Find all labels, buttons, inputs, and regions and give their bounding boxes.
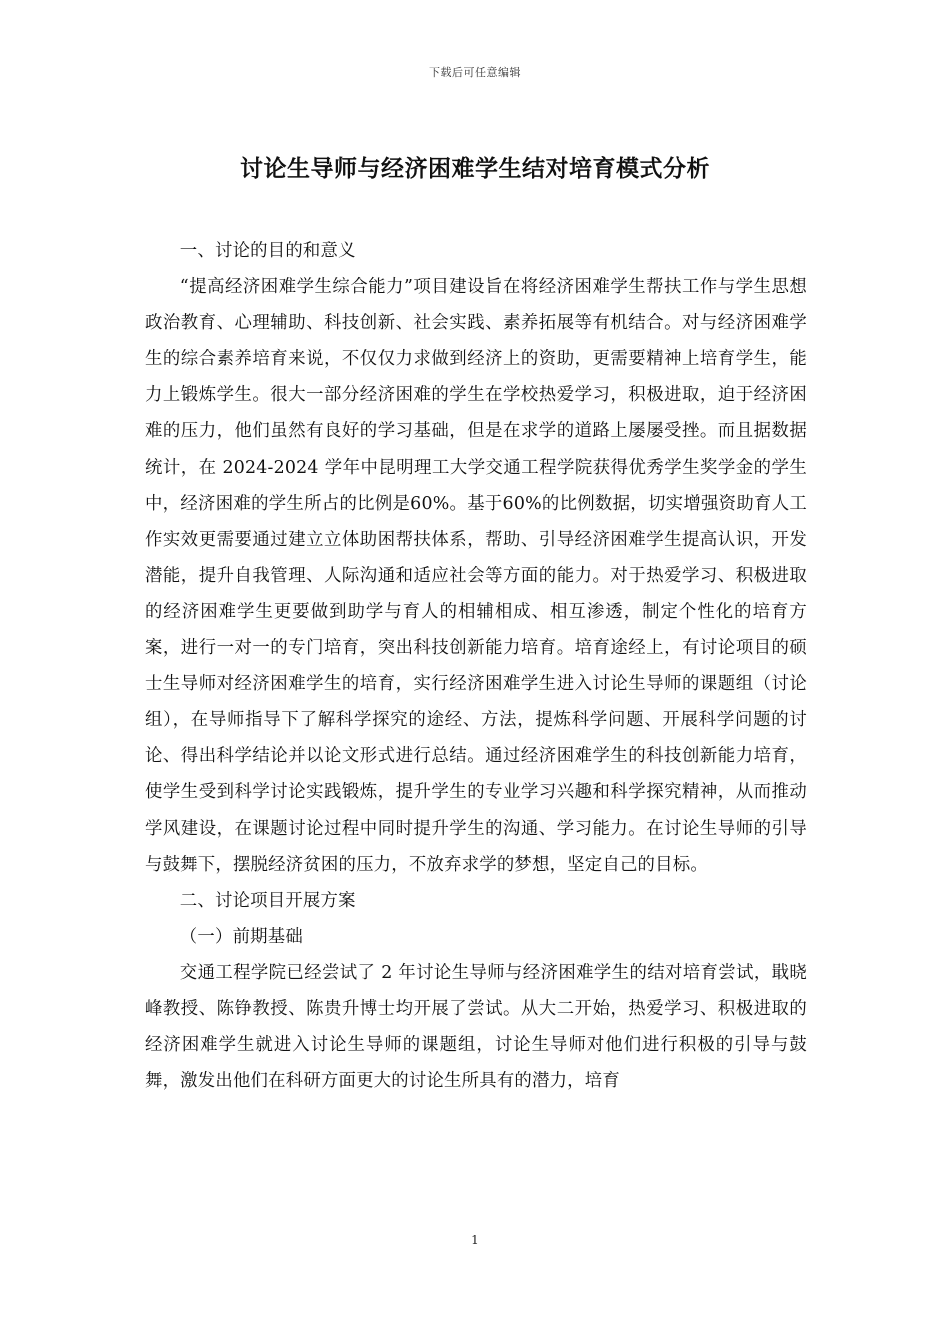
section-heading: 一、讨论的目的和意义 — [179, 241, 356, 261]
page-header-note: 下载后可任意编辑 — [429, 66, 521, 79]
body-paragraph: “提高经济困难学生综合能力”项目建设旨在将经济困难学生帮扶工作与学生思想政治教育、心理辅助、科技创新、社会实践、素养拓展等有机结合。对与经济困难学生的综合素养培育来说，不仅仅力求做到经济上的资助，更需要精神上培育学生，能力上锻炼学生。很大一部分经济困难的学生在学校热爱学习，积极进取，迫于经济困难的压力，他们虽然有良好的学习基础，但是在求学的道路上屡屡受挫。而且据数据统计，在 2024-2024 学年中昆明理工大学交通工程学院获得优秀学生奖学金的学生中，经济困难的学生所占的比例是60%。基于60%的比例数据，切实增强资助育人工作实效更需要通过建立立体助困帮扶体系，帮助、引导经济困难学生提高认识，开发潜能，提升自我管理、人际沟通和适应社会等方面的能力。对于热爱学习、积极进取的经济困难学生更要做到助学与育人的相辅相成、相互渗透，制定个性化的培育方案，进行一对一的专门培育，突出科技创新能力培育。培育途经上，有讨论项目的硕士生导师对经济困难学生的培育，实行经济困难学生进入讨论生导师的课题组（讨论组），在导师指导下了解科学探究的途经、方法，提炼科学问题、开展科学问题的讨论、得出科学结论并以论文形式进行总结。通过经济困难学生的科技创新能力培育，使学生受到科学讨论实践锻炼，提升学生的专业学习兴趣和科学探究精神，从而推动学风建设，在课题讨论过程中同时提升学生的沟通、学习能力。在讨论生导师的引导与鼓舞下，摆脱经济贫困的压力，不放弃求学的梦想，坚定自己的目标。 — [145, 277, 807, 875]
page-number: 1 — [471, 1233, 479, 1247]
body-paragraph: 交通工程学院已经尝试了 2 年讨论生导师与经济困难学生的结对培育尝试，戢晓峰教授、陈铮教授、陈贵升博士均开展了尝试。从大二开始，热爱学习、积极进取的经济困难学生就进入讨论生导师的课题组，讨论生导师对他们进行积极的引导与鼓舞，激发出他们在科研方面更大的讨论生所具有的潜力，培育 — [145, 962, 807, 1092]
document-body — [145, 233, 807, 1099]
subsection-heading: （一）前期基础 — [179, 926, 303, 947]
document-title: 讨论生导师与经济困难学生结对培育模式分析 — [240, 155, 710, 182]
section-heading: 二、讨论项目开展方案 — [179, 890, 356, 911]
